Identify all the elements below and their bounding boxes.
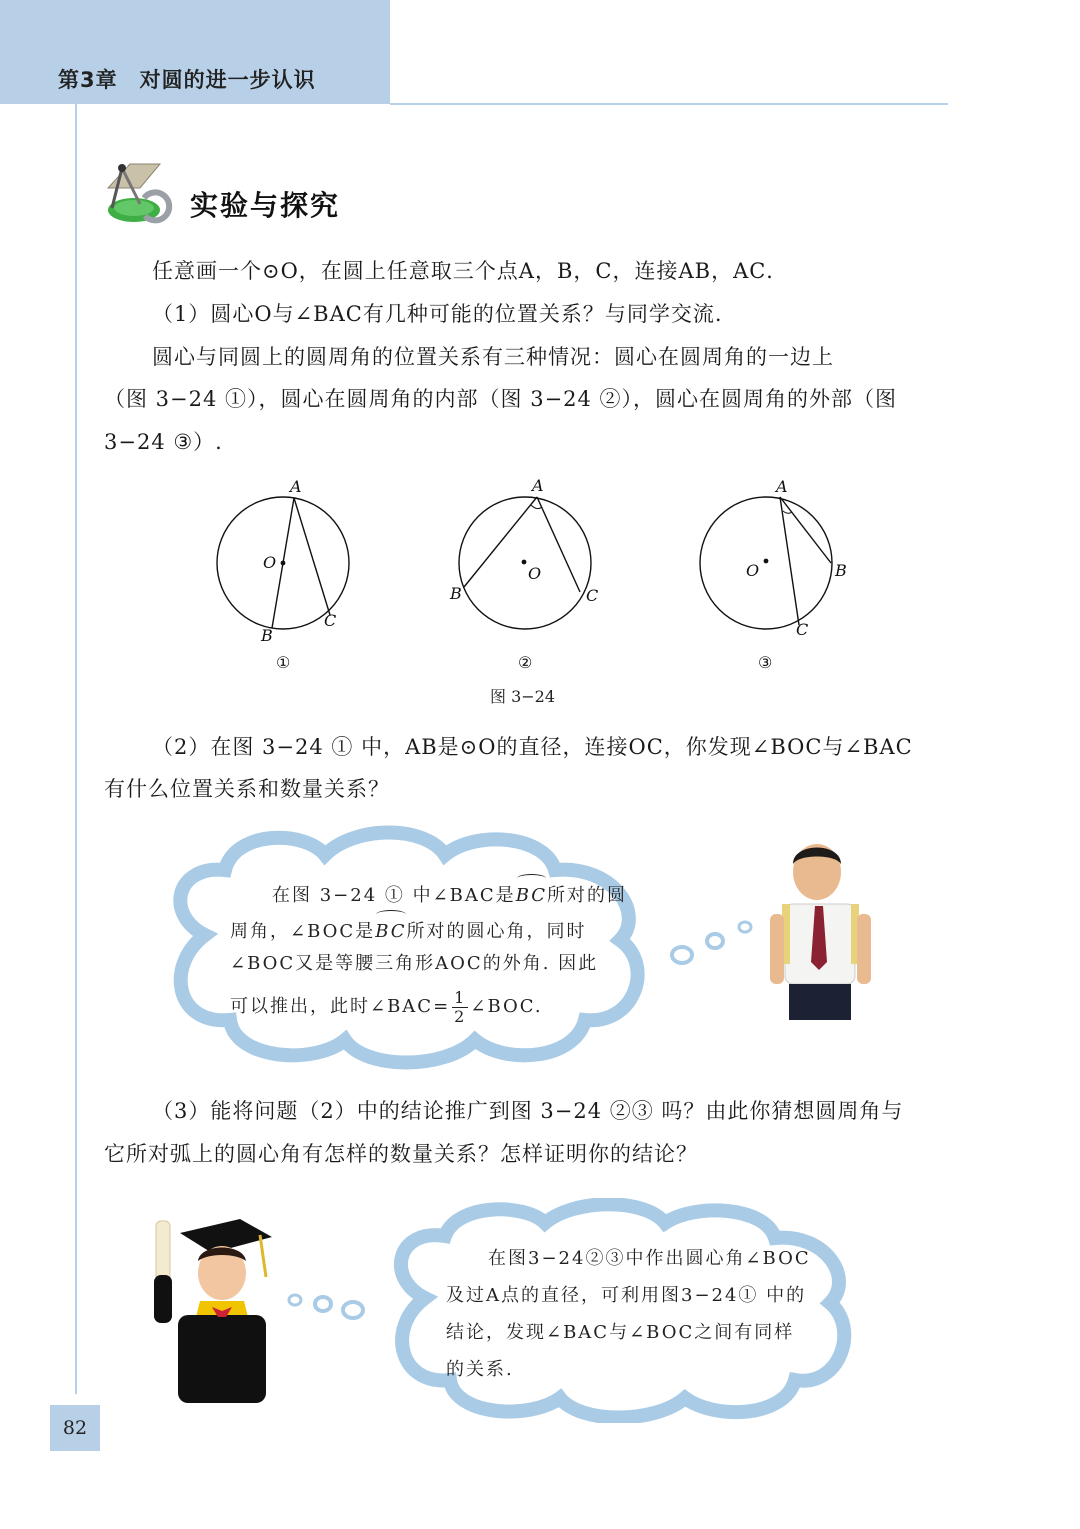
fig3-label-c: C [796, 620, 809, 639]
answer-1-line-1: 圆心与同圆上的圆周角的位置关系有三种情况：圆心在圆周角的一边上 [152, 345, 834, 369]
page-number: 82 [50, 1405, 100, 1451]
fig2-label-b: B [450, 584, 462, 603]
thought-bubbles-2 [283, 1288, 368, 1323]
question-1: （1）圆心O与∠BAC有几种可能的位置关系？与同学交流. [152, 302, 723, 326]
cloud-1-line-3: ∠BOC又是等腰三角形AOC的外角. 因此 [230, 953, 599, 974]
header-rule [390, 103, 948, 105]
fig2-caption: ② [518, 653, 533, 672]
fig2-label-c: C [586, 586, 599, 605]
question-2-line-1: （2）在图 3−24 ① 中，AB是⊙O的直径，连接OC，你发现∠BOC与∠BAC [152, 735, 913, 759]
fig3-caption: ③ [758, 653, 773, 672]
fig3-label-b: B [835, 561, 847, 580]
cloud-1-line-2: 周角，∠BOC是BC所对的圆心角，同时 [230, 913, 587, 950]
cloud-2-line-2: 及过A点的直径，可利用图3−24① 中的 [446, 1285, 807, 1306]
cloud-2-line-4: 的关系. [446, 1359, 514, 1380]
margin-rule [75, 104, 77, 1394]
fig1-caption: ① [276, 653, 291, 672]
subfigure-2 [449, 476, 598, 672]
thought-bubbles-1 [665, 915, 760, 970]
question-2-line-2: 有什么位置关系和数量关系？ [104, 777, 390, 801]
boy-illustration [765, 842, 880, 1024]
fig2-label-a: A [532, 476, 544, 495]
subfigure-3 [700, 477, 847, 672]
compass-protractor-icon [100, 158, 182, 230]
fig2-label-o: O [528, 564, 542, 583]
question-3-line-1: （3）能将问题（2）中的结论推广到图 3−24 ②③ 吗？由此你猜想圆周角与 [152, 1099, 904, 1123]
graduate-girl-illustration [150, 1215, 285, 1407]
cloud-1-line-1: 在图 3−24 ① 中∠BAC是BC所对的圆 [272, 877, 627, 914]
figure-3-24 [200, 475, 860, 685]
cloud-2-line-3: 结论，发现∠BAC与∠BOC之间有同样 [446, 1322, 795, 1343]
fig1-label-o: O [263, 553, 277, 572]
cloud-1-line-4: 可以推出，此时∠BAC= $\frac{1}{2}$ ∠BOC. [230, 987, 543, 1026]
fig1-label-a: A [290, 477, 302, 496]
subfigure-1 [217, 477, 349, 672]
chapter-title: 第3章 对圆的进一步认识 [58, 68, 316, 92]
intro-line: 任意画一个⊙O，在圆上任意取三个点A，B，C，连接AB，AC． [152, 259, 789, 283]
cloud-2-line-1: 在图3−24②③中作出圆心角∠BOC [488, 1248, 811, 1269]
fig3-label-o: O [746, 561, 760, 580]
section-title: 实验与探究 [190, 189, 341, 222]
fig1-label-c: C [324, 611, 337, 630]
question-3-line-2: 它所对弧上的圆心角有怎样的数量关系？怎样证明你的结论？ [104, 1142, 698, 1166]
answer-1-line-3: 3−24 ③）. [104, 430, 223, 454]
figure-caption: 图 3−24 [490, 687, 556, 706]
answer-1-line-2: （图 3−24 ①），圆心在圆周角的内部（图 3−24 ②），圆心在圆周角的外部（图 [104, 387, 898, 411]
fig1-label-b: B [261, 626, 273, 645]
fig3-label-a: A [776, 477, 788, 496]
